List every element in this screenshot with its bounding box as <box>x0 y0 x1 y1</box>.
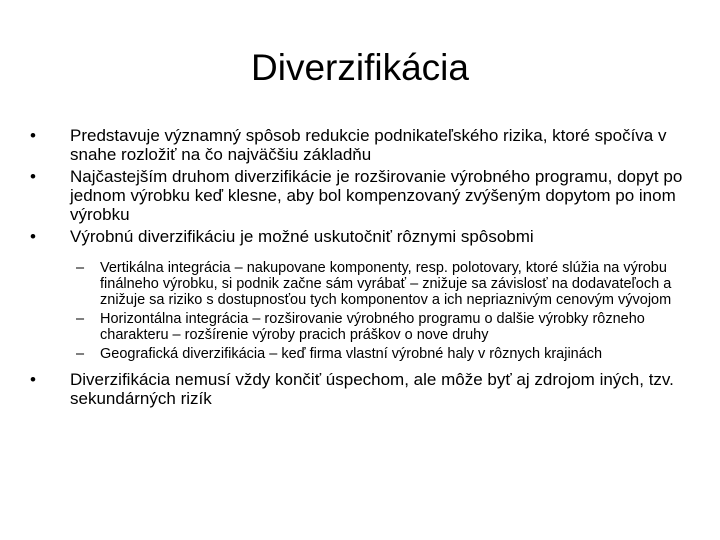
sub-bullet-dash: – <box>76 260 85 276</box>
bullet-item <box>30 370 695 408</box>
sub-bullet-text: Horizontálna integrácia – rozširovanie výrobného programu o dalšie výrobky rôzneho charakteru – rozšírenie výroby pracich práškov o nove druhy <box>100 311 645 343</box>
sub-bullet-item <box>30 346 695 362</box>
bullet-item <box>30 126 695 164</box>
bullet-text: Diverzifikácia nemusí vždy končiť úspechom, ale môže byť aj zdrojom iných, tzv. sekundárných rizík <box>70 370 674 408</box>
bullet-dot: • <box>30 167 36 186</box>
bullet-text: Predstavuje významný spôsob redukcie podnikateľského rizika, ktoré spočíva v snahe rozložiť na čo najväčšiu základňu <box>70 126 667 164</box>
bullet-dot: • <box>30 370 36 389</box>
bullet-dot: • <box>30 126 36 145</box>
bullet-dot: • <box>30 227 36 246</box>
bullet-text: Výrobnú diverzifikáciu je možné uskutočniť rôznymi spôsobmi <box>70 227 534 246</box>
bullet-text: Najčastejším druhom diverzifikácie je rozširovanie výrobného programu, dopyt po jednom výrobku keď klesne, aby bol kompenzovaný zvýšeným dopytom po inom výrobku <box>70 167 683 224</box>
sub-bullet-list <box>30 260 695 362</box>
slide-body <box>30 126 695 411</box>
sub-bullet-dash: – <box>76 346 85 362</box>
slide-title: Diverzifikácia <box>251 47 469 88</box>
sub-bullet-dash: – <box>76 311 85 327</box>
bullet-item <box>30 167 695 224</box>
sub-bullet-text: Vertikálna integrácia – nakupovane komponenty, resp. polotovary, ktoré slúžia na výrobu finálneho výrobku, si podnik začne sám vyrábať – znižuje sa závislosť na dodavateľoch a znižuje sa riziko s dostupnosťou tych komponentov a ich nepriaznivým cenovým vývojom <box>100 260 672 308</box>
sub-bullet-item <box>30 311 695 343</box>
sub-bullet-text: Geografická diverzifikácia – keď firma vlastní výrobné haly v rôznych krajinách <box>100 346 603 362</box>
bullet-item <box>30 227 695 246</box>
sub-bullet-item <box>30 260 695 308</box>
